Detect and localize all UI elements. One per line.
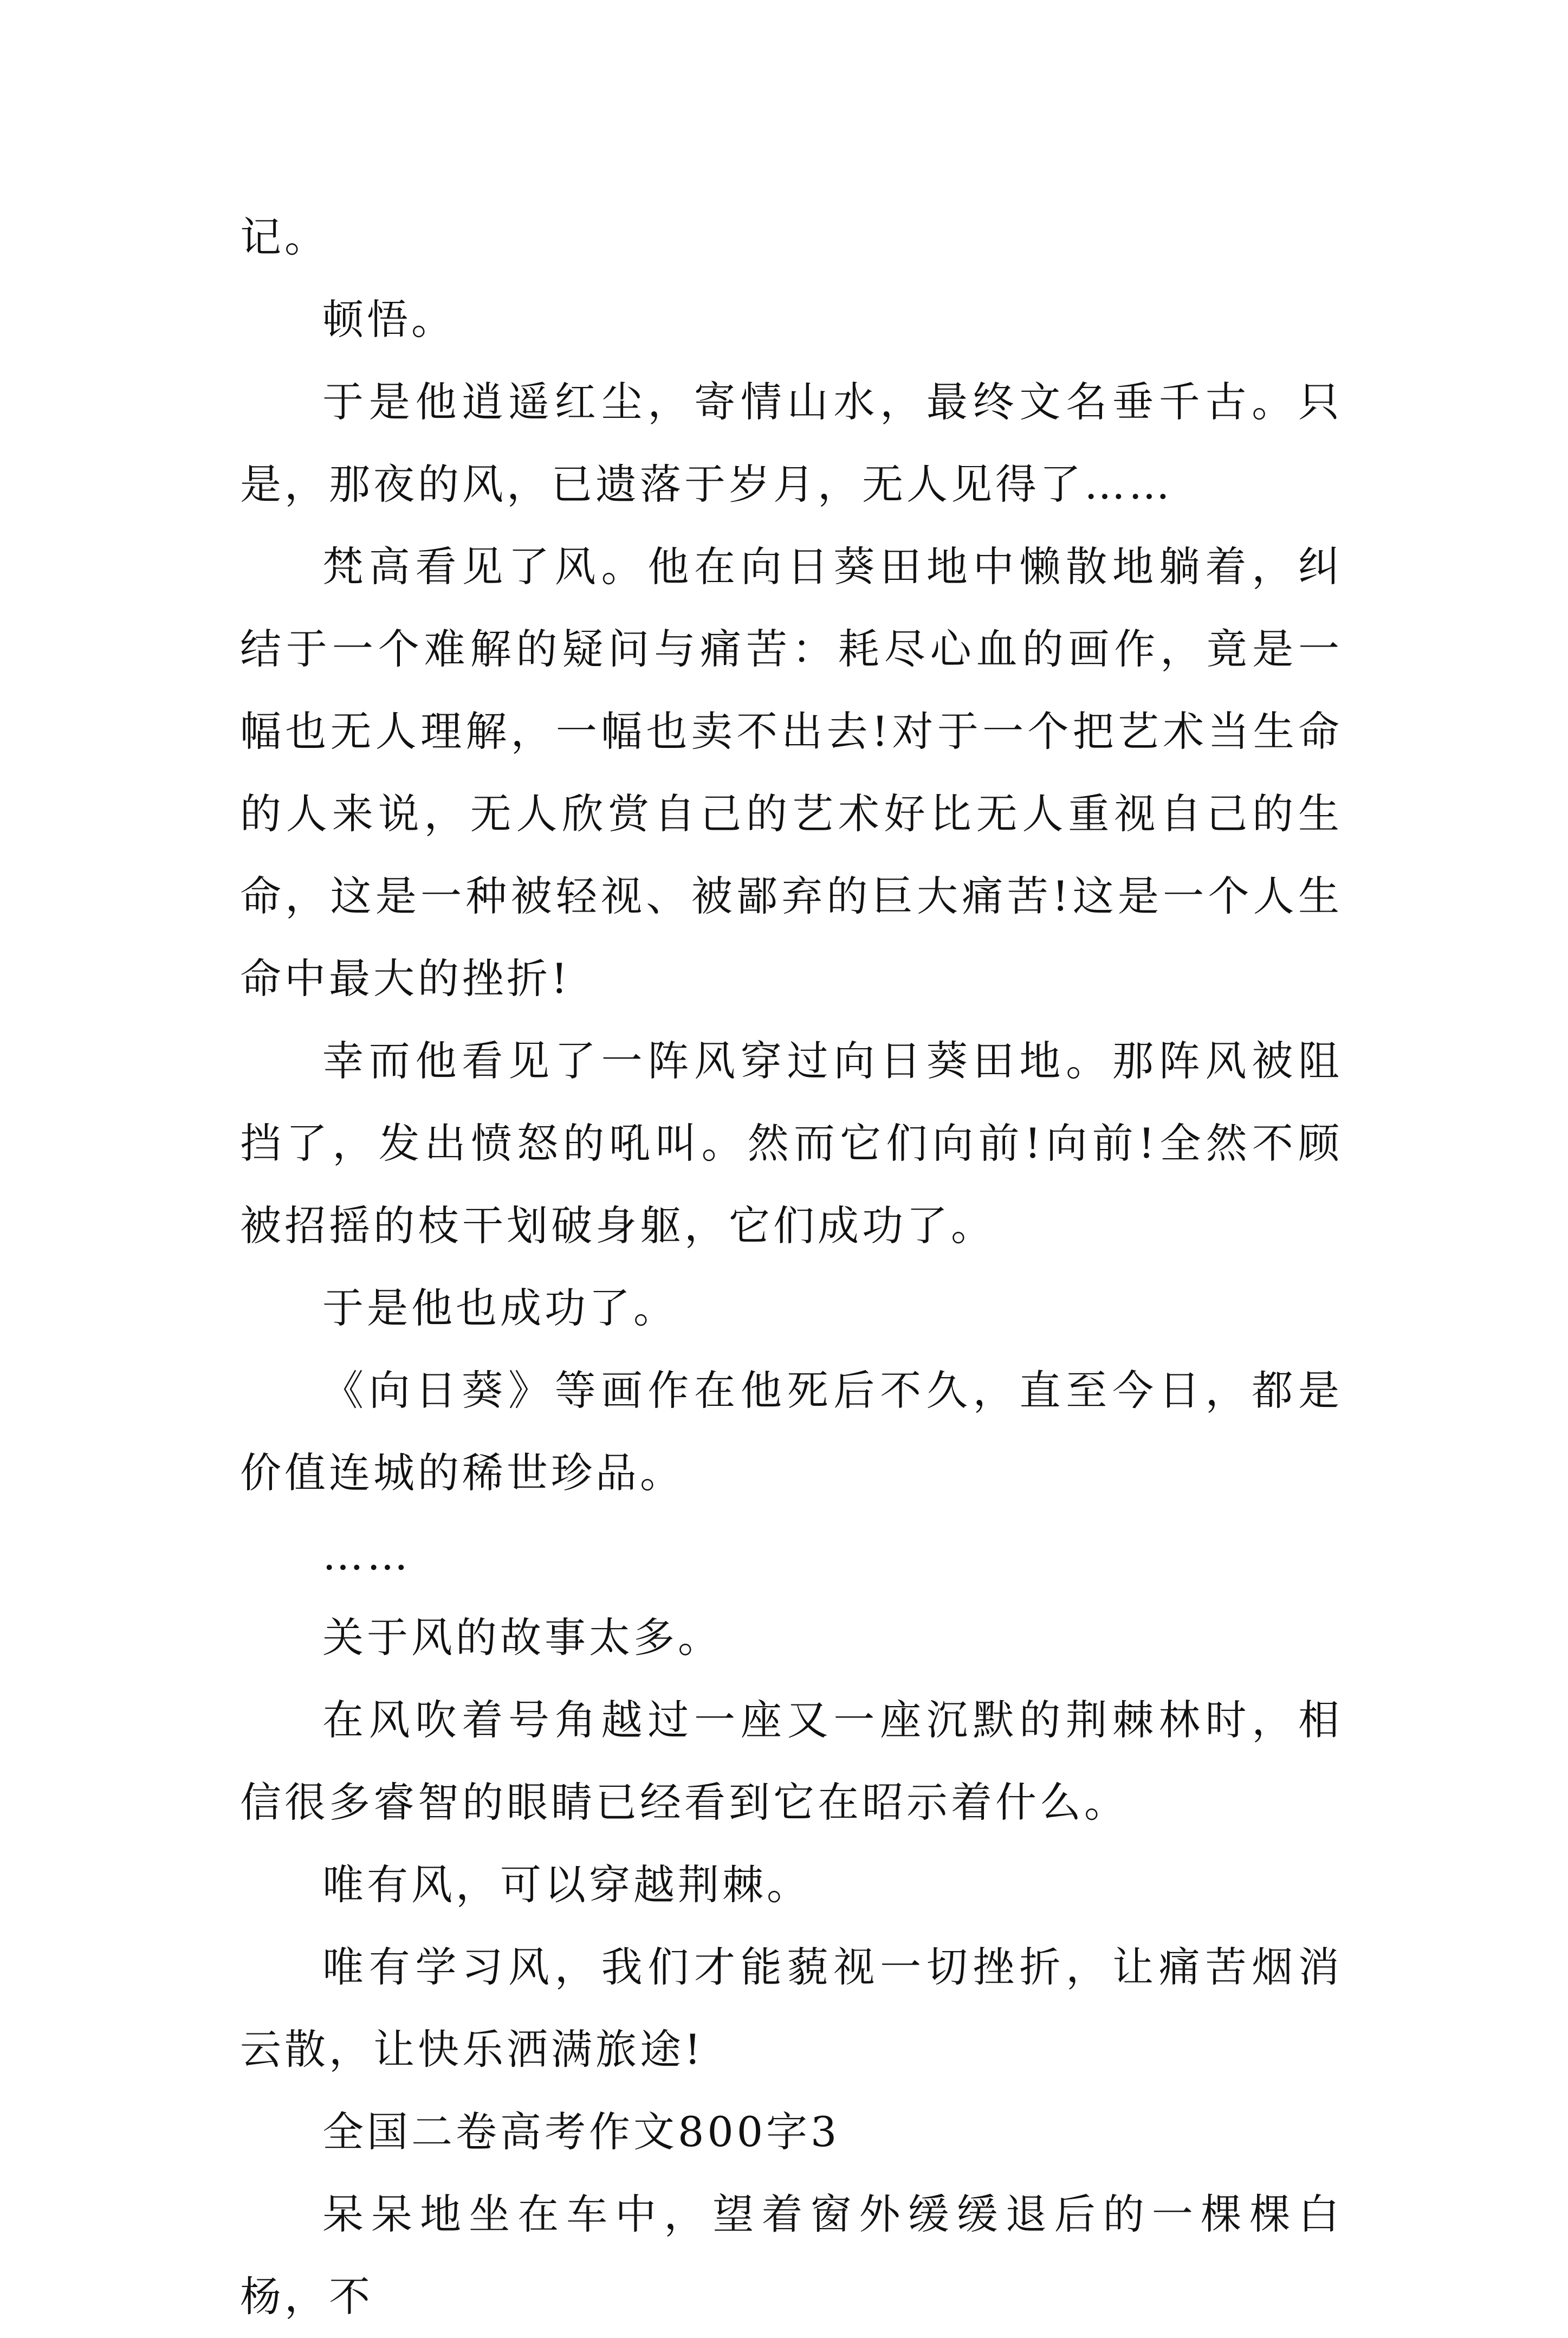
paragraph: 顿悟。: [322, 295, 456, 344]
paragraph: 关于风的故事太多。: [322, 1613, 722, 1662]
document-body: [240, 196, 1343, 2338]
paragraph: 《向日葵》等画作在他死后不久，直至今日，都是价值连城的稀世珍品。: [240, 1366, 1343, 1497]
paragraph: ……: [322, 1531, 411, 1579]
paragraph: 幸而他看见了一阵风穿过向日葵田地。那阵风被阻挡了，发出愤怒的吼叫。然而它们向前!向前!全然不顾被招摇的枝干划破身躯，它们成功了。: [240, 1037, 1343, 1250]
paragraph: 唯有风，可以穿越荆棘。: [322, 1861, 811, 1909]
paragraph: 梵高看见了风。他在向日葵田地中懒散地躺着，纠结于一个难解的疑问与痛苦：耗尽心血的画作，竟是一幅也无人理解，一幅也卖不出去!对于一个把艺术当生命的人来说，无人欣赏自己的艺术好比无人重视自己的生命，这是一种被轻视、被鄙弃的巨大痛苦!这是一个人生命中最大的挫折!: [240, 542, 1343, 1003]
paragraph: 呆呆地坐在车中，望着窗外缓缓退后的一棵棵白杨，不: [240, 2190, 1343, 2321]
paragraph: 于是他也成功了。: [322, 1284, 678, 1332]
paragraph: 唯有学习风，我们才能藐视一切挫折，让痛苦烟消云散，让快乐洒满旅途!: [240, 1943, 1343, 2074]
paragraph: 于是他逍遥红尘，寄情山水，最终文名垂千古。只是，那夜的风，已遗落于岁月，无人见得了……: [240, 378, 1343, 508]
paragraph: 记。: [240, 213, 329, 261]
paragraph: 在风吹着号角越过一座又一座沉默的荆棘林时，相信很多睿智的眼睛已经看到它在昭示着什么。: [240, 1696, 1343, 1826]
section-heading: 全国二卷高考作文800字3: [322, 2108, 840, 2156]
